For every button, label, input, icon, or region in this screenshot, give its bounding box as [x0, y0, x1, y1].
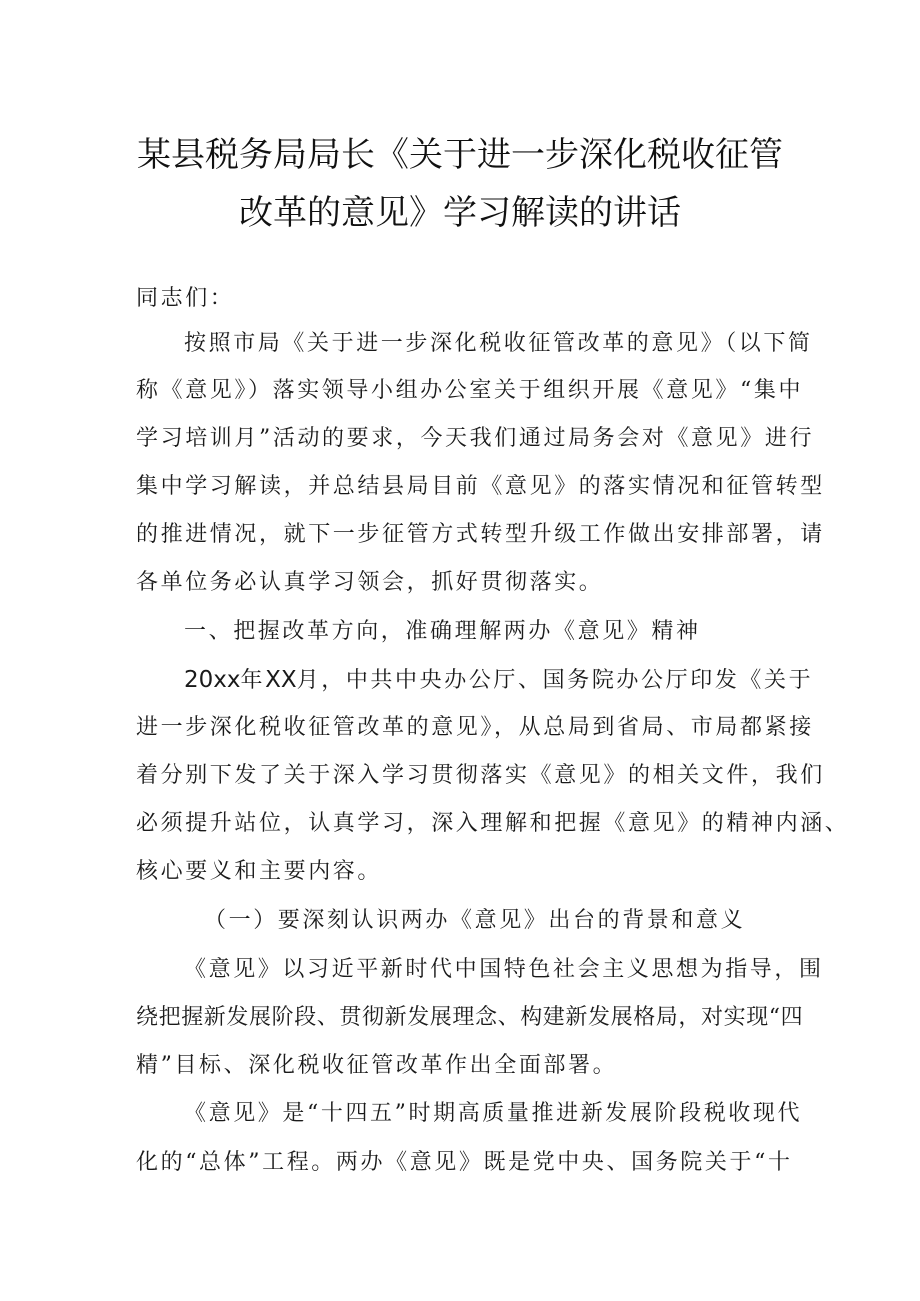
paragraph-line: 着分别下发了关于深入学习贯彻落实《意见》的相关文件，我们: [136, 763, 825, 788]
section-heading-1: 一、把握改革方向，准确理解两办《意见》精神: [184, 619, 701, 644]
month-text: XX: [265, 667, 297, 693]
paragraph-line: 《意见》以习近平新时代中国特色社会主义思想为指导，围: [184, 957, 824, 982]
section-heading-2: （一）要深刻认识两办《意见》出台的背景和意义: [204, 908, 746, 933]
paragraph-line: 精”目标、深化税收征管改革作出全面部署。: [136, 1053, 618, 1078]
paragraph-line: 称《意见》）落实领导小组办公室关于组织开展《意见》“集中: [136, 378, 804, 403]
document-title-line-2: 改革的意见》学习解读的讲话: [239, 193, 681, 233]
paragraph-line-rest: 月，中共中央办公厅、国务院办公厅印发《关于: [296, 668, 814, 693]
paragraph-line: 核心要义和主要内容。: [136, 859, 383, 884]
document-title-line-1: 某县税务局局长《关于进一步深化税收征管: [137, 135, 783, 175]
paragraph-line: 必须提升站位，认真学习，深入理解和把握《意见》的精神内涵、: [136, 811, 850, 836]
paragraph-line: 的推进情况，就下一步征管方式转型升级工作做出安排部署，请: [136, 522, 825, 547]
paragraph-line: 各单位务必认真学习领会，抓好贯彻落实。: [136, 570, 604, 595]
paragraph-line: 学习培训月”活动的要求，今天我们通过局务会对《意见》进行: [136, 426, 815, 451]
paragraph-line: 进一步深化税收征管改革的意见》，从总局到省局、市局都紧接: [136, 715, 814, 740]
paragraph-line: 集中学习解读，并总结县局目前《意见》的落实情况和征管转型: [136, 474, 825, 499]
paragraph-line-with-date: [184, 665, 814, 696]
year-suffix-text: 年: [240, 668, 266, 693]
salutation: 同志们：: [136, 286, 235, 311]
paragraph-line: 化的“总体”工程。两办《意见》既是党中央、国务院关于“十: [136, 1150, 793, 1175]
paragraph-line: 按照市局《关于进一步深化税收征管改革的意见》（以下简: [184, 331, 813, 356]
paragraph-line: 《意见》是“十四五”时期高质量推进新发展阶段税收现代: [184, 1101, 803, 1126]
paragraph-line: 绕把握新发展阶段、贯彻新发展理念、构建新发展格局，对实现“四: [136, 1005, 804, 1030]
year-text: 20xx: [184, 667, 241, 693]
